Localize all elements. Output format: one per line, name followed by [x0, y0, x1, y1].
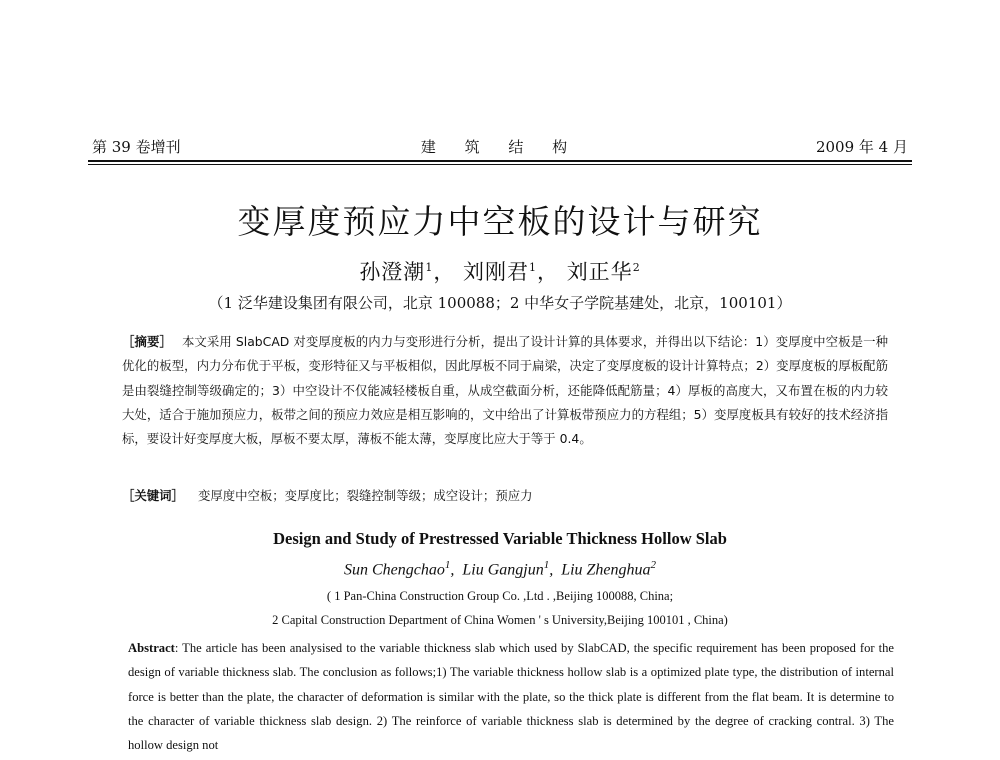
title-english: Design and Study of Prestressed Variable Thickness Hollow Slab	[273, 529, 727, 548]
author-affil-mark: 1	[543, 559, 550, 571]
affiliation-chinese: （1 泛华建设集团有限公司，北京 100088；2 中华女子学院基建处，北京，100101）	[208, 294, 792, 312]
keywords-chinese	[122, 485, 888, 507]
affiliation-english-line-1: ( 1 Pan-China Construction Group Co. ,Ltd . ,Beijing 100088, China;	[326, 589, 674, 603]
author-name: 刘刚君	[463, 260, 529, 284]
keywords-label: ［关键词］	[122, 488, 184, 503]
author-affil-mark: 1	[444, 559, 451, 571]
author-affil-mark: 2	[650, 559, 657, 571]
header-rule-thin	[88, 164, 912, 165]
journal-name: 建 筑 结 构	[420, 138, 580, 156]
abstract-text-english: : The article has been analysised to the variable thickness slab which used by SlabCAD, the specific requirement has been proposed for the design of variable thickness slab. The conclusion as follows;1) The variable thickness hollow slab is a optimized plate type, the distribution of internal force is better than the plate, the character of deformation is similar with the plate, so the thick plate is different from the flat beam. It is determine to the character of variable thickness slab design. 2) The reinforce of variable thickness slab is determined by the degree of cracking contral. 3) The hollow design not	[128, 641, 894, 753]
abstract-chinese	[122, 330, 888, 451]
title-chinese: 变厚度预应力中空板的设计与研究	[237, 202, 763, 241]
author-name: Sun Chengchao	[343, 561, 445, 579]
keywords-text: 变厚度中空板；变厚度比；裂缝控制等级；成空设计；预应力	[197, 488, 533, 503]
author-name: 刘正华	[566, 260, 633, 284]
authors-english: Sun Chengchao$^1$, Liu Gangjun$^1$, Liu Zhenghua$^2$	[343, 559, 657, 579]
author-name: Liu Gangjun	[462, 561, 544, 579]
abstract-label: ［摘要］	[122, 334, 172, 349]
author-name: 孙澄潮	[359, 260, 426, 284]
affiliation-english-line-2: 2 Capital Construction Department of China Women ' s University,Beijing 100101 , China)	[272, 613, 728, 627]
author-name: Liu Zhenghua	[561, 561, 651, 579]
author-affil-mark: 2	[632, 261, 641, 274]
author-affil-mark: 1	[529, 261, 537, 274]
journal-volume: 第 39 卷增刊	[92, 138, 181, 156]
running-header	[88, 132, 912, 158]
abstract-text: 本文采用 SlabCAD 对变厚度板的内力与变形进行分析，提出了设计计算的具体要求，并得出以下结论：1）变厚度中空板是一种优化的板型，内力分布优于平板，变形特征又与平板相似，因此厚板不同于扁梁，决定了变厚度板的设计计算特点；2）变厚度板的厚板配筋是由裂缝控制等级确定的；3）中空设计不仅能减轻楼板自重，从成空截面分析，还能降低配筋量；4）厚板的高度大，又布置在板的内力较大处，适合于施加预应力，板带之间的预应力效应是相互影响的，文中给出了计算板带预应力的方程组；5）变厚度板具有较好的技术经济指标，要设计好变厚度大板，厚板不要太厚，薄板不能太薄，变厚度比应大于等于 0.4。	[122, 334, 888, 447]
header-rule-thick	[88, 160, 912, 162]
abstract-english	[128, 636, 894, 757]
issue-date: 2009 年 4 月	[815, 138, 908, 156]
authors-chinese: 孙澄潮$^1$， 刘刚君$^1$， 刘正华$^2$	[359, 260, 641, 284]
abstract-label-english: Abstract	[128, 641, 175, 655]
author-affil-mark: 1	[425, 261, 434, 274]
